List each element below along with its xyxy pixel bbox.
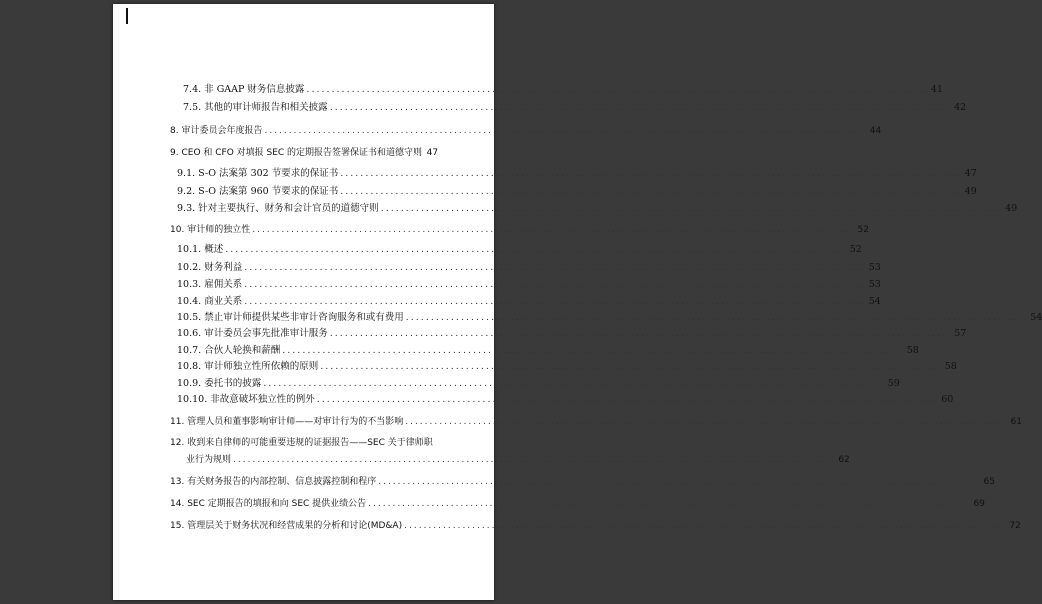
- toc-entry-number: 12.: [170, 438, 185, 448]
- toc-leader-dots: ............................................................................................................................: [264, 126, 868, 136]
- toc-entry-number: 7.5.: [183, 102, 202, 113]
- toc-entry-9-3[interactable]: [177, 203, 1018, 215]
- toc-leader-dots: ............................................................................................................................: [368, 499, 971, 509]
- toc-leader-dots: ............................................................................................................................: [405, 417, 1008, 427]
- toc-leader-dots: ............................................................................................................................: [233, 455, 836, 465]
- toc-page-number: 41: [930, 84, 943, 95]
- toc-page-number: 54: [1030, 312, 1042, 323]
- toc-leader-dots: ............................................................................................................................: [244, 296, 867, 307]
- toc-entry-number: 10.7.: [177, 345, 202, 356]
- toc-entry-12b[interactable]: [186, 454, 850, 466]
- toc-page-number: 69: [973, 499, 985, 509]
- toc-entry-7-4[interactable]: [183, 84, 943, 96]
- toc-leader-dots: ............................................................................................................................: [340, 186, 963, 197]
- toc-page-number: 54: [868, 296, 881, 307]
- toc-entry-title: 雇佣关系: [204, 279, 243, 290]
- toc-entry-number: 10.10.: [177, 394, 208, 405]
- toc-entry-title: 有关财务报告的内部控制、信息披露控制和程序: [187, 477, 377, 487]
- toc-leader-dots: ............................................................................................................................: [244, 262, 867, 273]
- toc-entry-10-7[interactable]: [177, 345, 919, 357]
- toc-entry-number: 14.: [170, 499, 185, 509]
- toc-leader-dots: ............................................................................................................................: [320, 361, 943, 372]
- toc-entry-title: 商业关系: [204, 296, 243, 307]
- toc-entry-14[interactable]: [170, 498, 985, 510]
- toc-entry-number: 10.2.: [177, 262, 202, 273]
- toc-entry-8[interactable]: [170, 125, 882, 137]
- toc-entry-10-9[interactable]: [177, 378, 900, 390]
- toc-entry-title: CEO 和 CFO 对填报 SEC 的定期报告签署保证书和道德守则: [181, 148, 423, 158]
- toc-entry-number: 8.: [170, 126, 179, 136]
- toc-entry-title: S-O 法案第 302 节要求的保证书: [198, 168, 339, 179]
- toc-entry-13[interactable]: [170, 476, 995, 488]
- toc-leader-dots: ............................................................................................................................: [244, 279, 867, 290]
- toc-entry-number: 10.9.: [177, 378, 202, 389]
- toc-entry-number: 10.4.: [177, 296, 202, 307]
- toc-page-number: 47: [964, 168, 977, 179]
- toc-leader-dots: ............................................................................................................................: [263, 378, 886, 389]
- toc-entry-title: 合伙人轮换和薪酬: [204, 345, 281, 356]
- toc-entry-number: 9.2.: [177, 186, 196, 197]
- toc-entry-title: 禁止审计师提供某些非审计咨询服务和或有费用: [204, 312, 404, 323]
- toc-page-number: 49: [1005, 203, 1018, 214]
- toc-entry-number: 10.6.: [177, 328, 202, 339]
- toc-entry-10-6[interactable]: [177, 328, 967, 340]
- toc-entry-10-4[interactable]: [177, 296, 881, 308]
- toc-leader-dots: ............................................................................................................................: [282, 345, 905, 356]
- toc-entry-number: 10.: [170, 225, 185, 235]
- toc-leader-dots: ............................................................................................................................: [378, 477, 981, 487]
- toc-page-number: 65: [983, 477, 995, 487]
- toc-entry-10-1[interactable]: [177, 244, 862, 256]
- toc-page-number: 53: [868, 262, 881, 273]
- toc-page-number: 57: [954, 328, 967, 339]
- toc-entry-number: 11.: [170, 417, 185, 427]
- toc-entry-title: 业行为规则: [186, 455, 232, 465]
- toc-leader-dots: ............................................................................................................................: [252, 225, 855, 235]
- toc-entry-12-line-1: [170, 437, 433, 449]
- toc-entry-number: 15.: [170, 521, 185, 531]
- toc-entry-number: 10.1.: [177, 244, 202, 255]
- toc-entry-number: 9.3.: [177, 203, 196, 214]
- toc-entry-title: 概述: [204, 244, 224, 255]
- toc-entry-number: 10.8.: [177, 361, 202, 372]
- toc-page-number: 58: [944, 361, 957, 372]
- toc-entry-title: SEC 定期报告的填报和向 SEC 提供业绩公告: [187, 499, 367, 509]
- toc-entry-10-2[interactable]: [177, 262, 881, 274]
- toc-page-number: 44: [869, 126, 882, 136]
- toc-entry-title: 财务利益: [204, 262, 243, 273]
- toc-entry-10-8[interactable]: [177, 361, 957, 373]
- toc-page-number: 61: [1010, 417, 1022, 427]
- toc-leader-dots: ............................................................................................................................: [329, 328, 953, 339]
- toc-entry-title: 审计委员会年度报告: [181, 126, 263, 136]
- toc-page-number: 52: [857, 225, 869, 235]
- toc-page-number: 58: [906, 345, 919, 356]
- toc-entry-title: 非 GAAP 财务信息披露: [204, 84, 305, 95]
- toc-page-number: 49: [964, 186, 977, 197]
- toc-entry-9[interactable]: [170, 147, 439, 159]
- toc-page-number: 60: [941, 394, 954, 405]
- toc-leader-dots: ............................................................................................................................: [404, 521, 1007, 531]
- toc-entry-10-3[interactable]: [177, 279, 881, 291]
- page-corner-mark: [126, 8, 128, 24]
- toc-entry-9-2[interactable]: [177, 186, 977, 198]
- toc-page-number: 59: [887, 378, 900, 389]
- toc-entry-title: 审计师的独立性: [187, 225, 251, 235]
- toc-entry-10[interactable]: [170, 224, 869, 236]
- toc-entry-7-5[interactable]: [183, 102, 967, 114]
- toc-leader-dots: ............................................................................................................................: [405, 312, 1029, 323]
- toc-page-number: 62: [838, 455, 850, 465]
- toc-entry-number: 10.3.: [177, 279, 202, 290]
- toc-entry-title: 针对主要执行、财务和会计官员的道德守则: [198, 203, 379, 214]
- toc-entry-number: 13.: [170, 477, 185, 487]
- toc-entry-number: 9.1.: [177, 168, 196, 179]
- toc-entry-title: 审计委员会事先批准审计服务: [204, 328, 328, 339]
- toc-entry-number: 7.4.: [183, 84, 202, 95]
- toc-leader-dots: ............................................................................................................................: [329, 102, 953, 113]
- toc-entry-10-5[interactable]: [177, 312, 1042, 324]
- toc-entry-title: 审计师独立性所依赖的原则: [204, 361, 319, 372]
- toc-entry-title: 管理人员和董事影响审计师——对审计行为的不当影响: [187, 417, 404, 427]
- toc-entry-10-10[interactable]: [177, 394, 954, 406]
- toc-leader-dots: ............................................................................................................................: [316, 394, 940, 405]
- toc-entry-9-1[interactable]: [177, 168, 977, 180]
- toc-entry-title: 其他的审计师报告和相关披露: [204, 102, 328, 113]
- toc-entry-title: 收到来自律师的可能重要违规的证据报告——SEC 关于律师职: [187, 438, 433, 448]
- toc-entry-number: 9.: [170, 148, 179, 158]
- toc-page-number: 52: [849, 244, 862, 255]
- toc-leader-dots: ............................................................................................................................: [306, 84, 929, 95]
- toc-entry-15[interactable]: [170, 520, 1021, 532]
- toc-entry-11[interactable]: [170, 416, 1022, 428]
- toc-entry-title: 管理层关于财务状况和经营成果的分析和讨论(MD&A): [187, 521, 403, 531]
- toc-page-number: 47: [426, 148, 439, 158]
- toc-leader-dots: ............................................................................................................................: [340, 168, 963, 179]
- toc-entry-number: 10.5.: [177, 312, 202, 323]
- toc-entry-title: 委托书的披露: [204, 378, 262, 389]
- toc-page-number: 72: [1009, 521, 1021, 531]
- toc-entry-title: 非故意破坏独立性的例外: [210, 394, 315, 405]
- toc-page-number: 53: [868, 279, 881, 290]
- toc-entry-title: S-O 法案第 960 节要求的保证书: [198, 186, 339, 197]
- toc-page-number: 42: [954, 102, 967, 113]
- toc-leader-dots: ............................................................................................................................: [380, 203, 1004, 214]
- toc-leader-dots: ............................................................................................................................: [225, 244, 848, 255]
- document-page: [113, 4, 1042, 600]
